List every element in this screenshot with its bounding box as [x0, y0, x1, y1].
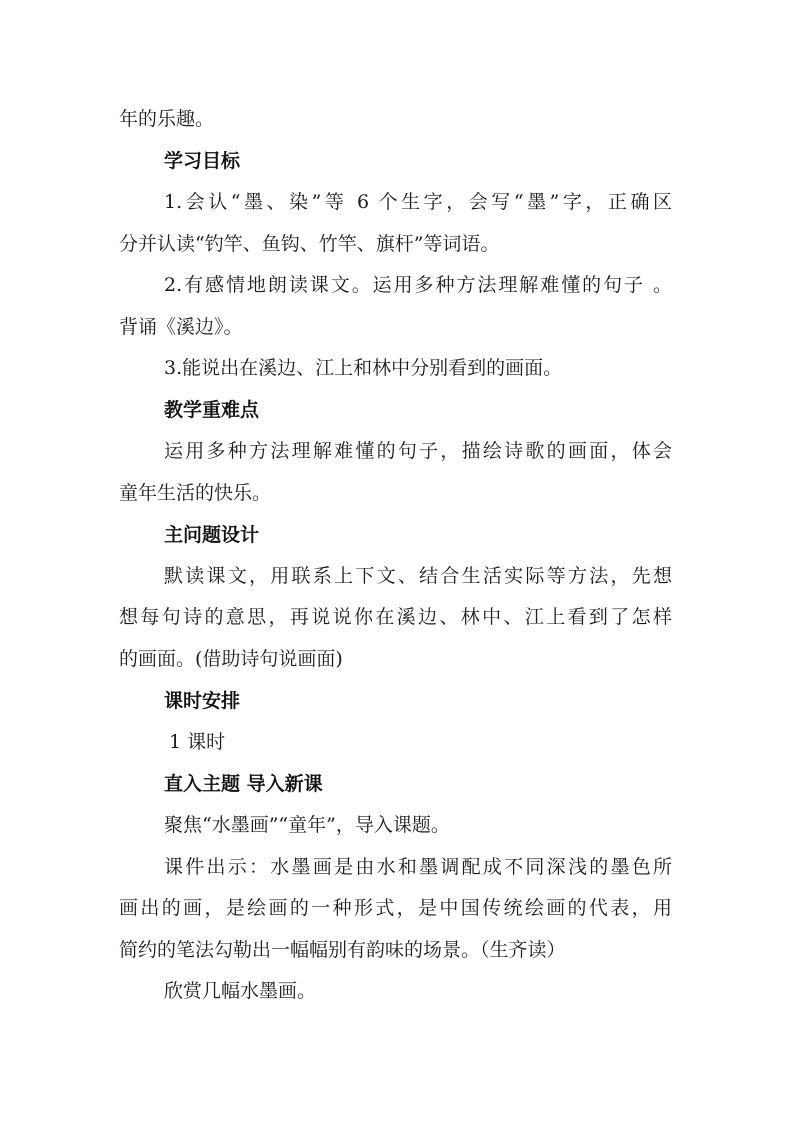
objective-1-line-2: 分并认读“钓竿、鱼钩、竹竿、旗杆”等词语。 — [119, 233, 500, 255]
heading-teaching-key-points: 教学重难点 — [164, 399, 260, 421]
key-points-line-1: 运用多种方法理解难懂的句子，描绘诗歌的画面，体会 — [164, 440, 672, 462]
heading-main-question-design: 主问题设计 — [164, 524, 260, 546]
objective-3-line-1: 3.能说出在溪边、江上和林中分别看到的画面。 — [164, 357, 563, 379]
main-question-line-1: 默读课文，用联系上下文、结合生活实际等方法，先想 — [164, 565, 672, 587]
key-points-line-2: 童年生活的快乐。 — [119, 482, 272, 504]
courseware-line-2: 画出的画，是绘画的一种形式，是中国传统绘画的代表，用 — [119, 897, 672, 919]
paragraph-intro-end: 年的乐趣。 — [119, 108, 215, 130]
appreciate-paintings-line: 欣赏几幅水墨画。 — [164, 980, 317, 1002]
main-question-line-3: 的画面。(借助诗句说画面) — [119, 648, 343, 670]
heading-learning-objectives: 学习目标 — [164, 150, 241, 172]
heading-direct-introduction: 直入主题 导入新课 — [164, 773, 323, 795]
main-question-line-2: 想每句诗的意思，再说说你在溪边、林中、江上看到了怎样 — [119, 606, 672, 628]
courseware-line-1: 课件出示：水墨画是由水和墨调配成不同深浅的墨色所 — [164, 856, 672, 878]
class-schedule-value: 1 课时 — [169, 731, 226, 753]
heading-class-schedule: 课时安排 — [164, 690, 241, 712]
objective-2-line-1: 2.有感情地朗读课文。运用多种方法理解难懂的句子 。 — [164, 274, 672, 296]
introduction-line-1: 聚焦“水墨画”“童年”，导入课题。 — [164, 814, 450, 836]
courseware-line-3: 简约的笔法勾勒出一幅幅别有韵味的场景。（生齐读） — [119, 939, 566, 961]
objective-1-line-1: 1.会认“墨、染”等 6 个生字，会写“墨”字，正确区 — [164, 191, 672, 213]
objective-2-line-2: 背诵《溪边》。 — [119, 316, 243, 338]
